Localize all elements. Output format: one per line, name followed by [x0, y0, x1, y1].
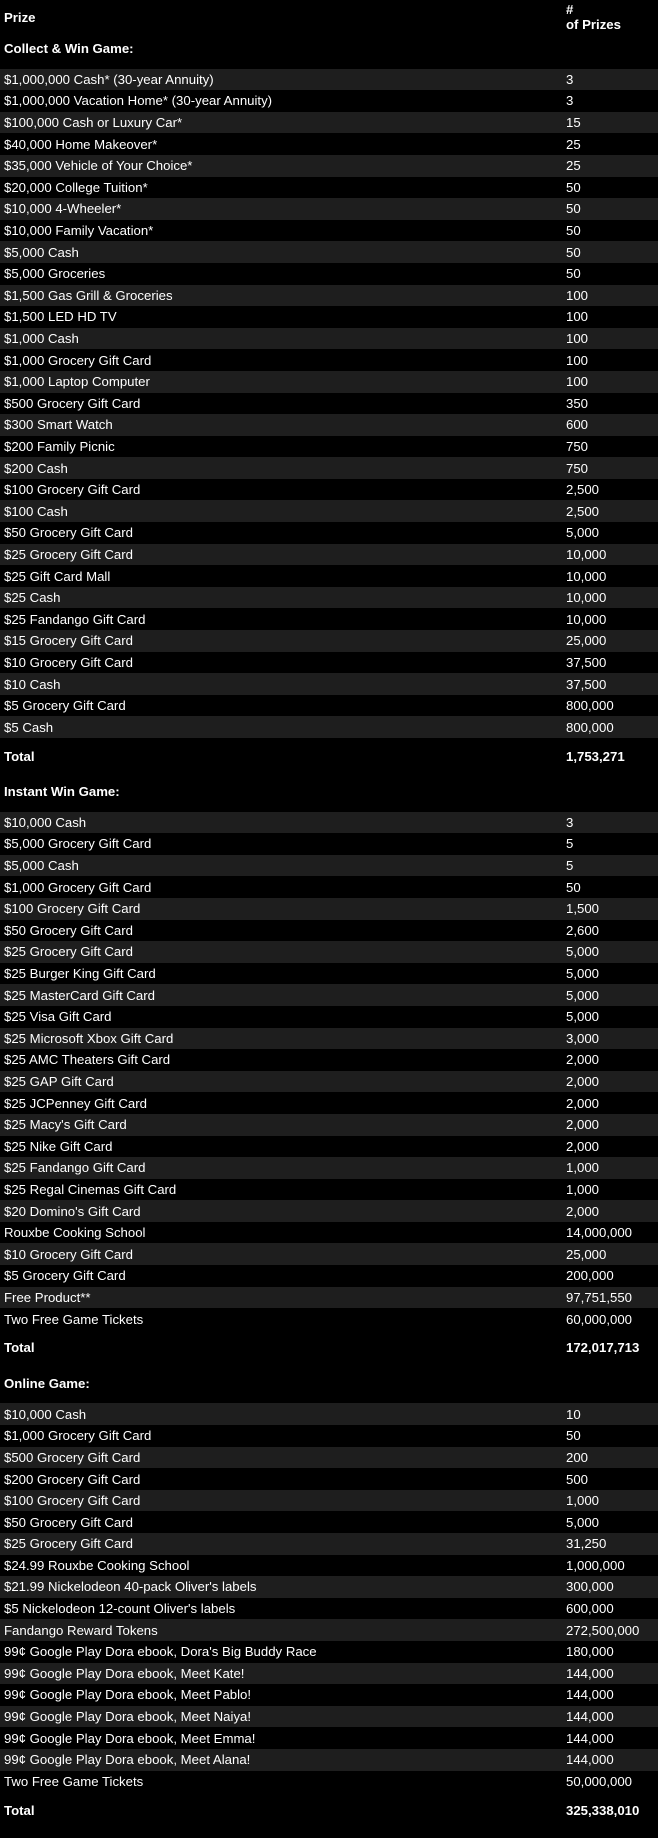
- prize-cell: $5,000 Cash: [4, 244, 79, 260]
- count-cell: 5: [566, 858, 574, 874]
- count-column-header: [566, 2, 658, 32]
- count-cell: 50: [566, 1428, 581, 1444]
- prize-cell: $500 Grocery Gift Card: [4, 1449, 141, 1465]
- table-row: [0, 812, 658, 834]
- prize-cell: 99¢ Google Play Dora ebook, Meet Emma!: [4, 1730, 256, 1746]
- prize-cell: $10 Cash: [4, 676, 61, 692]
- prize-cell: $100 Grocery Gift Card: [4, 901, 141, 917]
- count-cell: 750: [566, 460, 589, 476]
- prize-cell: $25 AMC Theaters Gift Card: [4, 1052, 171, 1068]
- table-row: [0, 306, 658, 328]
- count-cell: 2,000: [566, 1117, 600, 1133]
- table-row: [0, 1006, 658, 1028]
- count-cell: 25: [566, 158, 581, 174]
- count-cell: 25,000: [566, 633, 607, 649]
- prize-cell: $1,000 Cash: [4, 331, 79, 347]
- table-row: [0, 133, 658, 155]
- section-spacer: [0, 803, 658, 812]
- table-row: [0, 1576, 658, 1598]
- prize-cell: $5,000 Groceries: [4, 266, 106, 282]
- table-row: [0, 1403, 658, 1425]
- count-cell: 2,500: [566, 503, 600, 519]
- table-row: [0, 1308, 658, 1330]
- count-cell: 97,751,550: [566, 1289, 633, 1305]
- table-row: [0, 198, 658, 220]
- section-title: Instant Win Game:: [4, 784, 120, 800]
- table-row: [0, 1114, 658, 1136]
- table-row: [0, 1533, 658, 1555]
- table-row: [0, 1555, 658, 1577]
- prize-cell: $100 Grocery Gift Card: [4, 1493, 141, 1509]
- table-row: [0, 1265, 658, 1287]
- prize-cell: Free Product**: [4, 1289, 91, 1305]
- prize-cell: $40,000 Home Makeover*: [4, 136, 158, 152]
- section-title: Online Game:: [4, 1376, 90, 1392]
- count-cell: 50: [566, 179, 581, 195]
- total-spacer: [0, 738, 658, 745]
- prize-cell: $25 Visa Gift Card: [4, 1009, 112, 1025]
- count-cell: 500: [566, 1471, 589, 1487]
- total-spacer: [0, 1330, 658, 1337]
- count-cell: 5: [566, 836, 574, 852]
- prize-cell: $100 Cash: [4, 503, 68, 519]
- count-cell: 15: [566, 115, 581, 131]
- count-cell: 2,600: [566, 922, 600, 938]
- table-row: [0, 565, 658, 587]
- prize-cell: $50 Grocery Gift Card: [4, 1514, 133, 1530]
- count-cell: 25,000: [566, 1246, 607, 1262]
- table-row: [0, 177, 658, 199]
- total-value: 325,338,010: [566, 1802, 640, 1818]
- count-cell: 2,000: [566, 1203, 600, 1219]
- count-cell: 350: [566, 395, 589, 411]
- count-cell: 144,000: [566, 1687, 614, 1703]
- count-cell: 300,000: [566, 1579, 614, 1595]
- table-row: [0, 1243, 658, 1265]
- total-label: Total: [4, 1340, 35, 1356]
- count-cell: 5,000: [566, 1009, 600, 1025]
- table-row: [0, 1706, 658, 1728]
- prize-cell: $25 JCPenney Gift Card: [4, 1095, 147, 1111]
- prize-cell: $15 Grocery Gift Card: [4, 633, 133, 649]
- count-cell: 600,000: [566, 1601, 614, 1617]
- table-row: [0, 155, 658, 177]
- count-cell: 1,000: [566, 1160, 600, 1176]
- prize-cell: $5 Nickelodeon 12-count Oliver's labels: [4, 1601, 236, 1617]
- table-row: [0, 1684, 658, 1706]
- prize-cell: $25 Cash: [4, 590, 61, 606]
- prize-cell: $1,000,000 Vacation Home* (30-year Annuity): [4, 93, 273, 109]
- prize-cell: $100,000 Cash or Luxury Car*: [4, 115, 183, 131]
- count-cell: 3,000: [566, 1030, 600, 1046]
- table-row: [0, 457, 658, 479]
- prize-cell: $100 Grocery Gift Card: [4, 482, 141, 498]
- count-cell: 3: [566, 814, 574, 830]
- count-cell: 272,500,000: [566, 1622, 640, 1638]
- total-spacer: [0, 1821, 658, 1829]
- prize-cell: $10,000 Family Vacation*: [4, 223, 154, 239]
- table-row: [0, 1092, 658, 1114]
- table-row: [0, 1727, 658, 1749]
- section-title: Collect & Win Game:: [4, 41, 134, 57]
- count-cell: 100: [566, 331, 589, 347]
- prize-cell: $5,000 Grocery Gift Card: [4, 836, 152, 852]
- table-row: [0, 522, 658, 544]
- count-cell: 180,000: [566, 1644, 614, 1660]
- table-row: [0, 963, 658, 985]
- total-label: Total: [4, 1802, 35, 1818]
- count-cell: 50: [566, 244, 581, 260]
- table-row: [0, 1071, 658, 1093]
- table-row: [0, 1749, 658, 1771]
- table-row: [0, 371, 658, 393]
- prize-cell: $25 Grocery Gift Card: [4, 1536, 133, 1552]
- count-cell: 37,500: [566, 654, 607, 670]
- table-row: [0, 984, 658, 1006]
- section-spacer: [0, 60, 658, 69]
- count-cell: 10,000: [566, 611, 607, 627]
- total-row: [0, 1799, 658, 1821]
- prize-cell: $5 Grocery Gift Card: [4, 698, 126, 714]
- count-cell: 800,000: [566, 719, 614, 735]
- prize-cell: 99¢ Google Play Dora ebook, Meet Pablo!: [4, 1687, 252, 1703]
- prize-cell: $200 Grocery Gift Card: [4, 1471, 141, 1487]
- prize-cell: $500 Grocery Gift Card: [4, 395, 141, 411]
- prize-cell: $25 MasterCard Gift Card: [4, 987, 155, 1003]
- count-cell: 800,000: [566, 698, 614, 714]
- count-cell: 2,000: [566, 1074, 600, 1090]
- count-cell: 1,000: [566, 1181, 600, 1197]
- count-cell: 25: [566, 136, 581, 152]
- prize-cell: $1,000,000 Cash* (30-year Annuity): [4, 71, 214, 87]
- prize-cell: $1,500 LED HD TV: [4, 309, 117, 325]
- total-label: Total: [4, 748, 35, 764]
- prize-cell: $20,000 College Tuition*: [4, 179, 148, 195]
- table-row: [0, 1287, 658, 1309]
- prize-cell: $200 Family Picnic: [4, 438, 115, 454]
- count-cell: 3: [566, 93, 574, 109]
- prize-cell: $24.99 Rouxbe Cooking School: [4, 1557, 190, 1573]
- prize-cell: $10 Grocery Gift Card: [4, 1246, 133, 1262]
- count-header-line1: #: [566, 2, 574, 17]
- table-row: [0, 652, 658, 674]
- count-cell: 100: [566, 374, 589, 390]
- count-cell: 14,000,000: [566, 1225, 633, 1241]
- table-row: [0, 1771, 658, 1793]
- count-cell: 144,000: [566, 1730, 614, 1746]
- count-cell: 50,000,000: [566, 1773, 633, 1789]
- prize-cell: $25 Burger King Gift Card: [4, 966, 156, 982]
- table-row: [0, 608, 658, 630]
- prize-cell: $10,000 4-Wheeler*: [4, 201, 122, 217]
- table-row: [0, 920, 658, 942]
- table-row: [0, 898, 658, 920]
- prize-cell: $25 Macy's Gift Card: [4, 1117, 127, 1133]
- table-row: [0, 1200, 658, 1222]
- table-row: [0, 1598, 658, 1620]
- table-row: [0, 241, 658, 263]
- prize-cell: $1,000 Grocery Gift Card: [4, 1428, 152, 1444]
- total-row: [0, 745, 658, 767]
- table-row: [0, 220, 658, 242]
- table-row: [0, 1511, 658, 1533]
- count-cell: 144,000: [566, 1665, 614, 1681]
- count-cell: 50: [566, 879, 581, 895]
- count-cell: 5,000: [566, 966, 600, 982]
- table-row: [0, 1157, 658, 1179]
- table-row: [0, 716, 658, 738]
- prize-cell: $300 Smart Watch: [4, 417, 113, 433]
- prize-cell: $50 Grocery Gift Card: [4, 922, 133, 938]
- count-cell: 10,000: [566, 590, 607, 606]
- count-cell: 37,500: [566, 676, 607, 692]
- prize-cell: $10 Grocery Gift Card: [4, 654, 133, 670]
- count-cell: 5,000: [566, 525, 600, 541]
- prize-cell: $25 Fandango Gift Card: [4, 1160, 146, 1176]
- count-cell: 5,000: [566, 944, 600, 960]
- table-header: [0, 0, 658, 38]
- table-row: [0, 112, 658, 134]
- count-cell: 100: [566, 309, 589, 325]
- count-cell: 1,500: [566, 901, 600, 917]
- table-row: [0, 393, 658, 415]
- table-row: [0, 414, 658, 436]
- table-row: [0, 587, 658, 609]
- count-cell: 200: [566, 1449, 589, 1465]
- prize-cell: $25 Microsoft Xbox Gift Card: [4, 1030, 174, 1046]
- prize-cell: $5 Grocery Gift Card: [4, 1268, 126, 1284]
- count-cell: 50: [566, 201, 581, 217]
- prize-cell: $10,000 Cash: [4, 814, 87, 830]
- total-value: 172,017,713: [566, 1340, 640, 1356]
- prize-cell: $5,000 Cash: [4, 858, 79, 874]
- table-row: [0, 833, 658, 855]
- table-row: [0, 1490, 658, 1512]
- count-cell: 750: [566, 438, 589, 454]
- prize-cell: 99¢ Google Play Dora ebook, Meet Naiya!: [4, 1709, 252, 1725]
- count-cell: 3: [566, 71, 574, 87]
- table-row: [0, 1447, 658, 1469]
- total-spacer: [0, 767, 658, 775]
- count-cell: 200,000: [566, 1268, 614, 1284]
- table-row: [0, 544, 658, 566]
- prize-cell: $25 Gift Card Mall: [4, 568, 111, 584]
- total-value: 1,753,271: [566, 748, 625, 764]
- count-cell: 2,000: [566, 1095, 600, 1111]
- count-cell: 5,000: [566, 1514, 600, 1530]
- table-row: [0, 349, 658, 371]
- prize-cell: $1,000 Grocery Gift Card: [4, 879, 152, 895]
- prize-cell: $50 Grocery Gift Card: [4, 525, 133, 541]
- prize-column-header: Prize: [4, 10, 36, 25]
- table-row: [0, 1028, 658, 1050]
- table-row: [0, 855, 658, 877]
- count-cell: 2,500: [566, 482, 600, 498]
- prize-cell: $21.99 Nickelodeon 40-pack Oliver's labels: [4, 1579, 257, 1595]
- table-row: [0, 328, 658, 350]
- prize-cell: $25 Nike Gift Card: [4, 1138, 113, 1154]
- prize-cell: $25 Regal Cinemas Gift Card: [4, 1181, 177, 1197]
- table-row: [0, 876, 658, 898]
- table-row: [0, 1049, 658, 1071]
- prize-cell: $10,000 Cash: [4, 1406, 87, 1422]
- count-cell: 144,000: [566, 1709, 614, 1725]
- prize-cell: Two Free Game Tickets: [4, 1773, 144, 1789]
- table-row: [0, 1468, 658, 1490]
- count-cell: 100: [566, 352, 589, 368]
- prize-cell: $200 Cash: [4, 460, 68, 476]
- prize-cell: Two Free Game Tickets: [4, 1311, 144, 1327]
- table-row: [0, 90, 658, 112]
- table-row: [0, 285, 658, 307]
- prize-cell: 99¢ Google Play Dora ebook, Meet Kate!: [4, 1665, 245, 1681]
- prize-cell: $25 Fandango Gift Card: [4, 611, 146, 627]
- count-header-line2: of Prizes: [566, 17, 621, 32]
- count-cell: 600: [566, 417, 589, 433]
- count-cell: 50: [566, 266, 581, 282]
- prize-cell: $25 Grocery Gift Card: [4, 546, 133, 562]
- prize-cell: 99¢ Google Play Dora ebook, Dora's Big Buddy Race: [4, 1644, 317, 1660]
- count-cell: 50: [566, 223, 581, 239]
- count-cell: 2,000: [566, 1052, 600, 1068]
- prize-cell: $35,000 Vehicle of Your Choice*: [4, 158, 193, 174]
- count-cell: 2,000: [566, 1138, 600, 1154]
- prize-cell: 99¢ Google Play Dora ebook, Meet Alana!: [4, 1752, 251, 1768]
- table-row: [0, 1179, 658, 1201]
- table-row: [0, 479, 658, 501]
- total-row: [0, 1337, 658, 1359]
- table-row: [0, 436, 658, 458]
- prize-cell: $25 Grocery Gift Card: [4, 944, 133, 960]
- section-spacer: [0, 1394, 658, 1403]
- count-cell: 10,000: [566, 546, 607, 562]
- count-cell: 5,000: [566, 987, 600, 1003]
- table-row: [0, 941, 658, 963]
- table-row: [0, 500, 658, 522]
- prize-cell: $20 Domino's Gift Card: [4, 1203, 141, 1219]
- table-row: [0, 1641, 658, 1663]
- table-row: [0, 1222, 658, 1244]
- prize-cell: Rouxbe Cooking School: [4, 1225, 146, 1241]
- prize-cell: $1,000 Laptop Computer: [4, 374, 150, 390]
- table-row: [0, 69, 658, 91]
- table-row: [0, 630, 658, 652]
- count-cell: 1,000: [566, 1493, 600, 1509]
- table-row: [0, 1136, 658, 1158]
- count-cell: 1,000,000: [566, 1557, 625, 1573]
- table-row: [0, 673, 658, 695]
- table-row: [0, 263, 658, 285]
- table-row: [0, 1663, 658, 1685]
- count-cell: 31,250: [566, 1536, 607, 1552]
- prize-cell: $5 Cash: [4, 719, 54, 735]
- prize-sections: [0, 38, 658, 1829]
- count-cell: 60,000,000: [566, 1311, 633, 1327]
- table-row: [0, 1425, 658, 1447]
- prize-cell: Fandango Reward Tokens: [4, 1622, 158, 1638]
- count-cell: 10: [566, 1406, 581, 1422]
- total-spacer: [0, 1359, 658, 1367]
- prize-cell: $1,000 Grocery Gift Card: [4, 352, 152, 368]
- prize-cell: $1,500 Gas Grill & Groceries: [4, 287, 173, 303]
- count-cell: 10,000: [566, 568, 607, 584]
- table-row: [0, 695, 658, 717]
- count-cell: 144,000: [566, 1752, 614, 1768]
- count-cell: 100: [566, 287, 589, 303]
- prize-cell: $25 GAP Gift Card: [4, 1074, 114, 1090]
- total-spacer: [0, 1792, 658, 1799]
- table-row: [0, 1619, 658, 1641]
